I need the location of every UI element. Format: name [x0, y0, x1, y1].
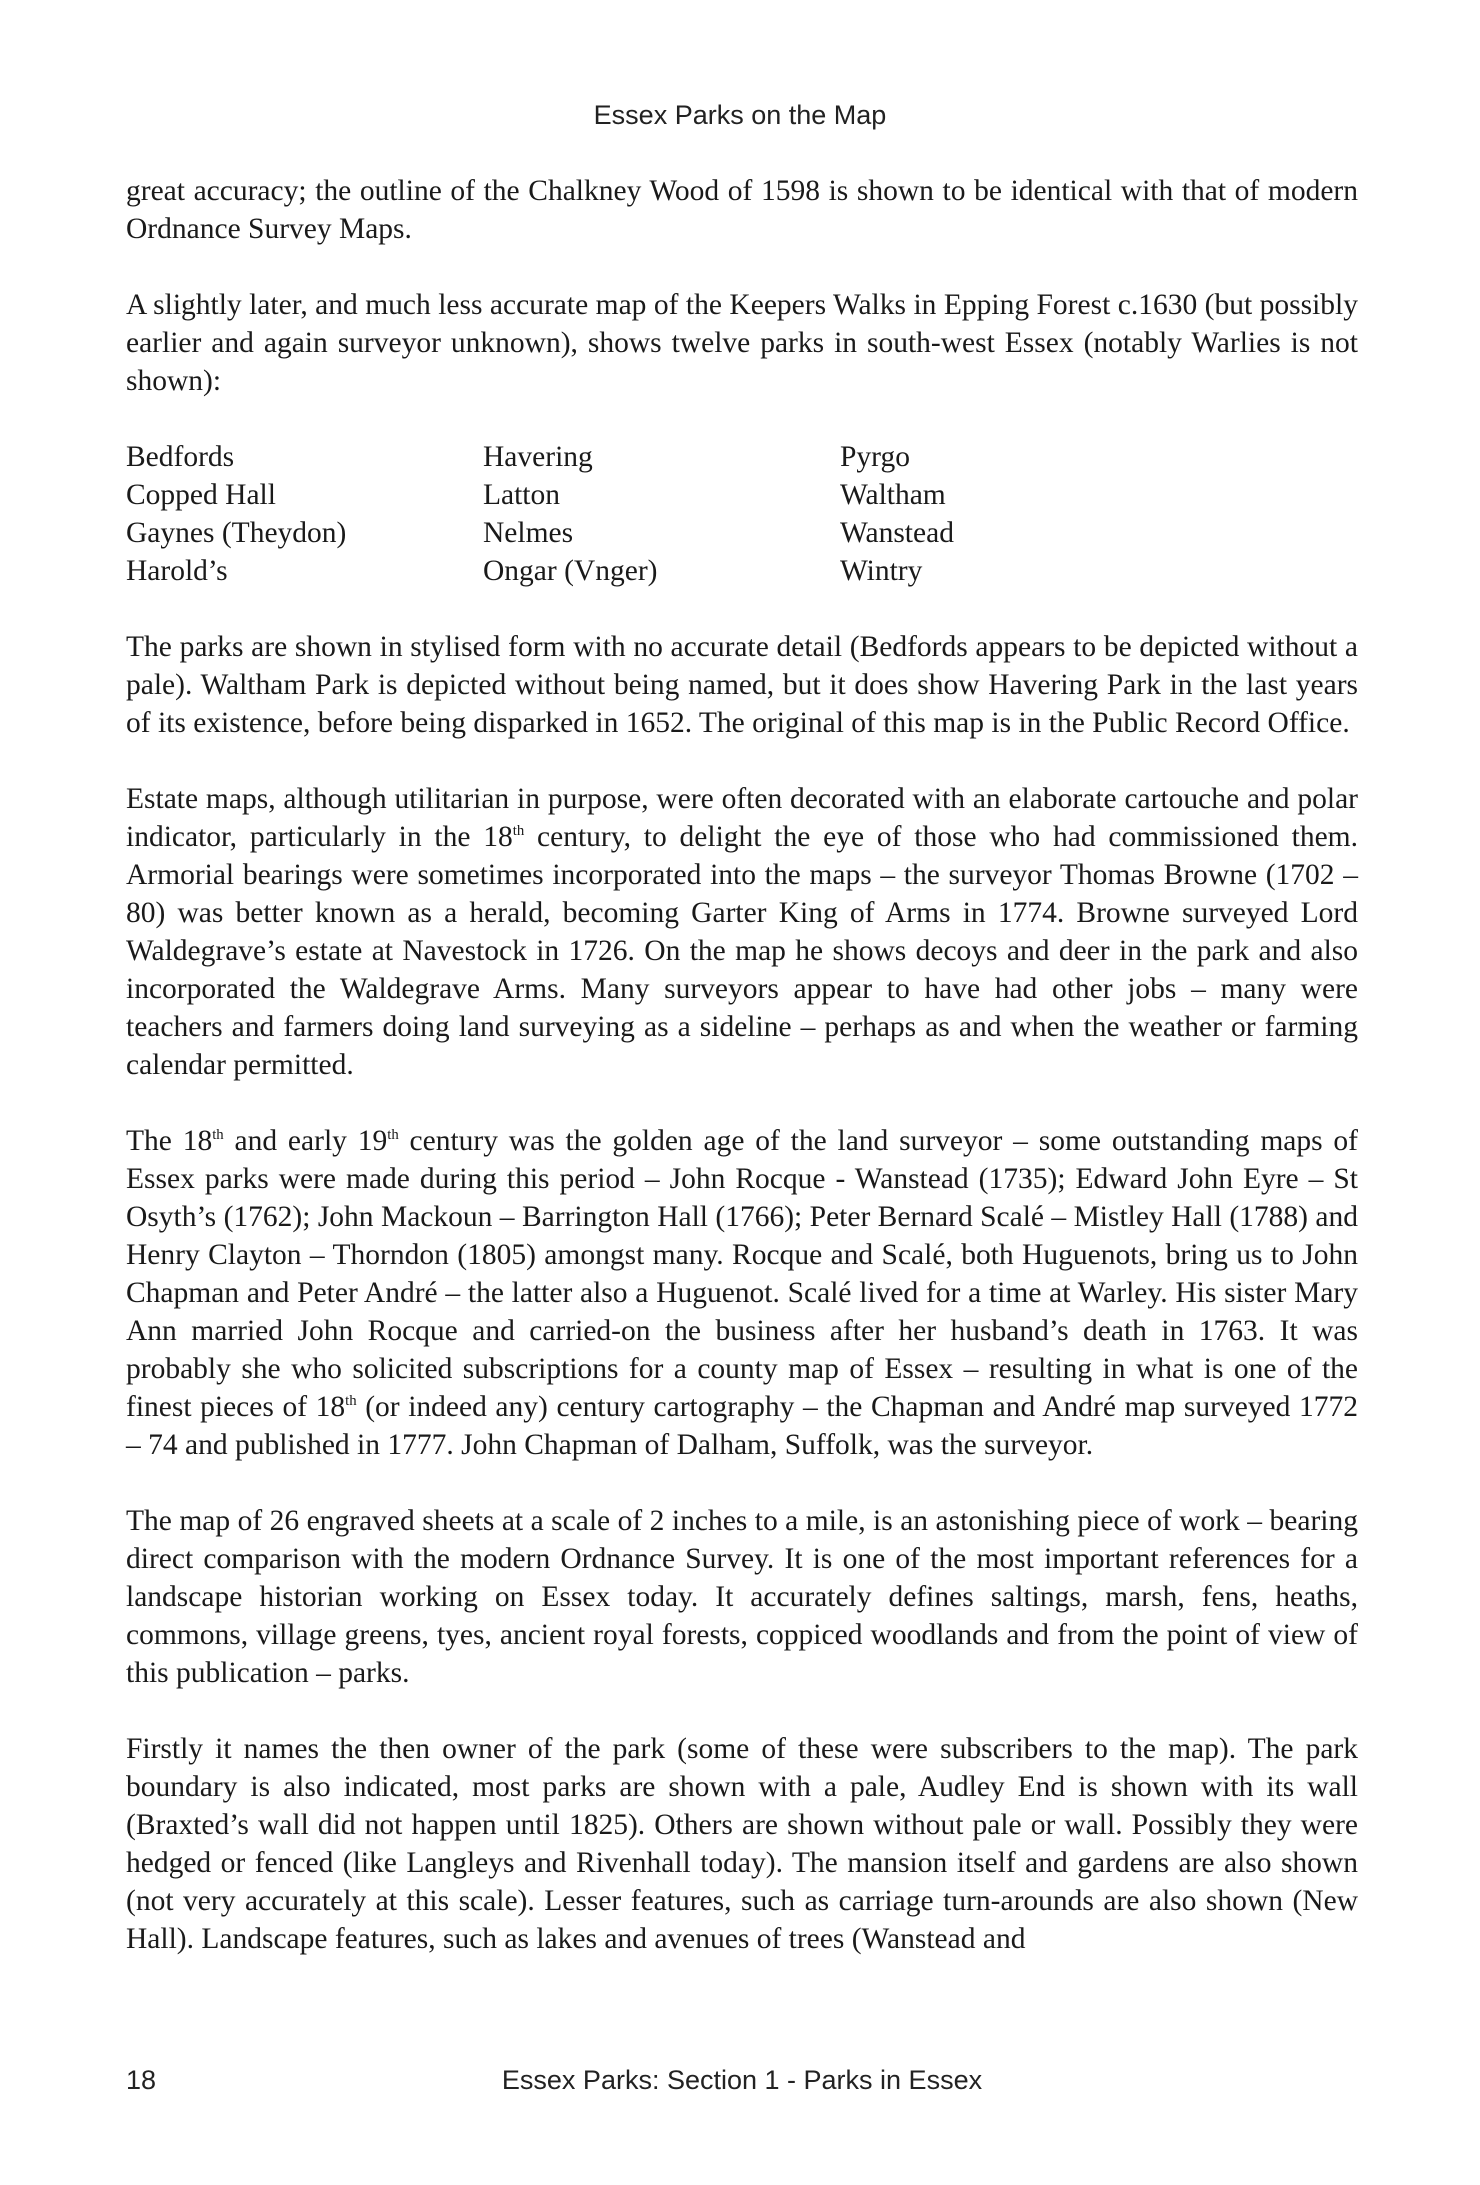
page-footer: [126, 2065, 1358, 2099]
text-run: and early 19: [223, 1125, 388, 1157]
body-text: [126, 172, 1358, 1996]
park-name: Harold’s: [126, 555, 228, 587]
superscript: th: [387, 1127, 399, 1144]
park-name: Ongar (Vnger): [483, 555, 658, 587]
superscript: th: [212, 1127, 224, 1144]
superscript: th: [512, 823, 525, 840]
park-name: Bedfords: [126, 441, 235, 473]
park-name: Latton: [483, 479, 561, 511]
text-run: The 18: [126, 1125, 213, 1157]
park-name: Wintry: [840, 555, 923, 587]
paragraph: [126, 780, 1358, 1084]
paragraph: Firstly it names the then owner of the park (some of these were subscribers to the map). The park boundary is also indicated, most parks are shown with a pale, Audley End is shown with its wall (Braxted’s wall did not happen until 1825). Others are shown without pale or wall. Possibly they were hedged or fenced (like Langleys and Rivenhall today). The mansion itself and gardens are also shown (not very accurately at this scale). Lesser features, such as carriage turn-arounds are also shown (New Hall). Landscape features, such as lakes and avenues of trees (Wanstead and: [126, 1733, 1358, 1955]
park-name: Havering: [483, 441, 593, 473]
page-number: 18: [126, 2065, 157, 2095]
text-run: century, to delight the eye of those who had commissioned them. Armorial bearings were sometimes incorporated into the maps – the surveyor Thomas Browne (1702 – 80) was better known as a herald, becoming Garter King of Arms in 1774. Browne surveyed Lord Waldegrave’s estate at Navestock in 1726. On the map he shows decoys and deer in the park and also incorporated the Waldegrave Arms. Many surveyors appear to have had other jobs – many were teachers and farmers doing land surveying as a sideline – perhaps as and when the weather or farming calendar permitted.: [126, 821, 1358, 1081]
text-run: (or indeed any) century cartography – the Chapman and André map surveyed 1772 – 74 and published in 1777. John Chapman of Dalham, Suffolk, was the surveyor.: [126, 1391, 1358, 1461]
paragraph: great accuracy; the outline of the Chalkney Wood of 1598 is shown to be identical with that of modern Ordnance Survey Maps.: [126, 175, 1358, 245]
parks-list: [126, 438, 1358, 590]
running-header: Essex Parks on the Map: [593, 100, 887, 130]
park-name: Gaynes (Theydon): [126, 517, 347, 549]
footer-title: Essex Parks: Section 1 - Parks in Essex: [501, 2065, 983, 2095]
park-name: Pyrgo: [840, 441, 910, 473]
park-name: Copped Hall: [126, 479, 276, 511]
paragraph: A slightly later, and much less accurate map of the Keepers Walks in Epping Forest c.1630 (but possibly earlier and again surveyor unknown), shows twelve parks in south-west Essex (notably Warlies is not shown):: [126, 289, 1358, 397]
superscript: th: [345, 1393, 357, 1410]
paragraph: The parks are shown in stylised form with no accurate detail (Bedfords appears to be depicted without a pale). Waltham Park is depicted without being named, but it does show Havering Park in the last years of its existence, before being disparked in 1652. The original of this map is in the Public Record Office.: [126, 631, 1358, 739]
text-run: Estate maps, although utilitarian in purpose, were often decorated with an elaborate cartouche and polar indicator, particularly in the 18: [126, 783, 1358, 853]
park-name: Waltham: [840, 479, 946, 511]
text-run: century was the golden age of the land surveyor – some outstanding maps of Essex parks were made during this period – John Rocque - Wanstead (1735); Edward John Eyre – St Osyth’s (1762); John Mackoun – Barrington Hall (1766); Peter Bernard Scalé – Mistley Hall (1788) and Henry Clayton – Thorndon (1805) amongst many. Rocque and Scalé, both Huguenots, bring us to John Chapman and Peter André – the latter also a Huguenot. Scalé lived for a time at Warley. His sister Mary Ann married John Rocque and carried-on the business after her husband’s death in 1763. It was probably she who solicited subscriptions for a county map of Essex – resulting in what is one of the finest pieces of 18: [126, 1125, 1358, 1423]
park-name: Wanstead: [840, 517, 954, 549]
park-name: Nelmes: [483, 517, 574, 549]
paragraph: [126, 1122, 1358, 1464]
paragraph: The map of 26 engraved sheets at a scale of 2 inches to a mile, is an astonishing piece of work – bearing direct comparison with the modern Ordnance Survey. It is one of the most important references for a landscape historian working on Essex today. It accurately defines saltings, marsh, fens, heaths, commons, village greens, tyes, ancient royal forests, coppiced woodlands and from the point of view of this publication – parks.: [126, 1505, 1358, 1689]
